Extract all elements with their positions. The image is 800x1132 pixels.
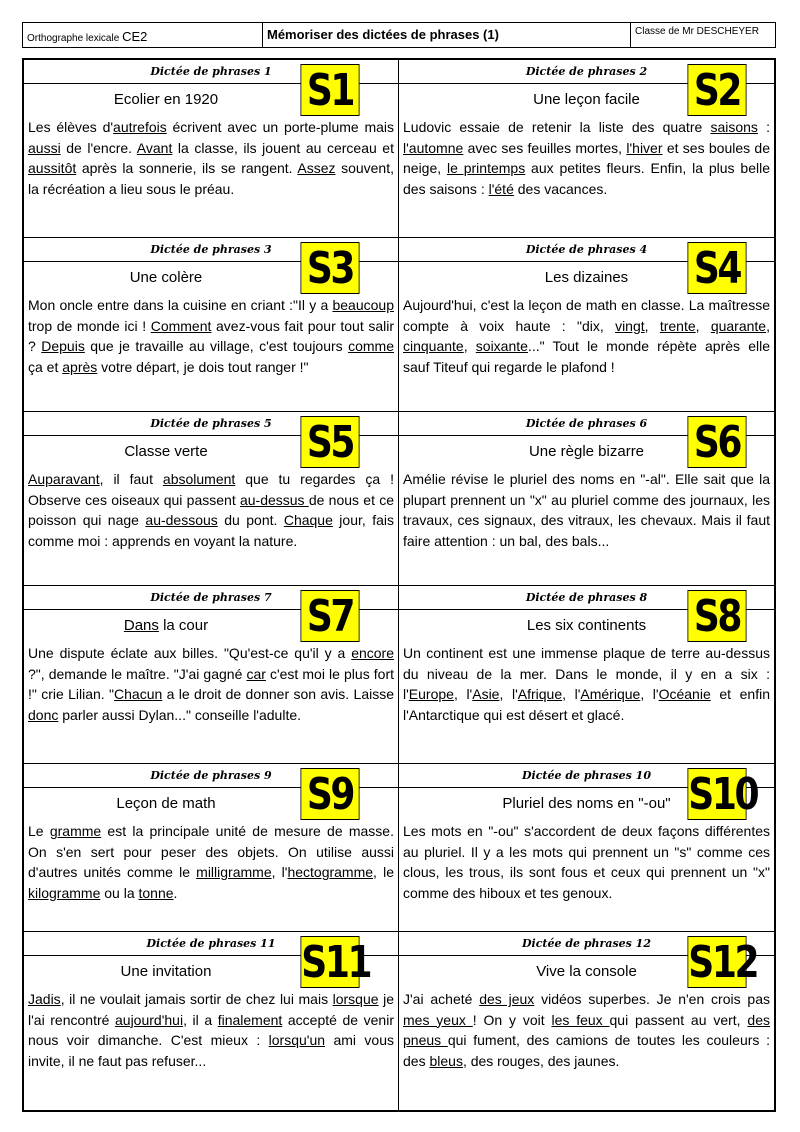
sentence-number-badge: S1 (300, 64, 359, 116)
underlined-word: hectogramme (287, 864, 374, 880)
underlined-word: car (246, 665, 266, 682)
text-fragment: Mon oncle entre dans la cuisine en criant :"Il y a (28, 297, 333, 313)
dictation-heading: Dictée de phrases 2 (399, 60, 774, 84)
dictation-cell (399, 764, 774, 932)
sentence-number-badge: S11 (301, 937, 371, 988)
dictation-heading: Dictée de phrases 6 (399, 412, 774, 436)
text-fragment: , l' (562, 686, 581, 702)
sentence-number-badge: S6 (687, 416, 746, 468)
underlined-word: kilogramme (28, 884, 101, 901)
underlined-word: Europe (408, 686, 454, 702)
dictation-title: Leçon de math (116, 795, 216, 812)
dictation-heading: Dictée de phrases 9 (24, 764, 398, 788)
underlined-word: lorsqu'un (268, 1032, 326, 1048)
text-fragment: c'est moi le plus fort !" crie Lilian. " (28, 665, 394, 702)
dictation-cell (24, 764, 399, 932)
underlined-word: quarante (710, 317, 767, 334)
underlined-word: Comment (150, 317, 212, 334)
text-fragment: , (644, 317, 660, 334)
dictation-title: Pluriel des noms en "-ou" (502, 795, 671, 812)
text-fragment: , (766, 317, 770, 334)
text-fragment: et enfin l'Antarctique qui est désert et glacé. (403, 686, 770, 723)
sentence-number-badge: S9 (300, 768, 359, 820)
underlined-word: bleus (429, 1052, 463, 1069)
dictation-title: Une colère (129, 269, 203, 286)
underlined-word: Asie (472, 686, 500, 702)
text-fragment: Un continent est une immense plaque de terre au-dessus du niveau de la mer. Dans le monde, il y en a six : l' (403, 645, 770, 702)
dictation-heading: Dictée de phrases 1 (24, 60, 398, 84)
text-fragment: souvent, la récréation a lieu sous le préau. (28, 160, 394, 197)
dictation-text (399, 462, 774, 551)
sentence-number-badge: S4 (687, 242, 746, 294)
text-fragment: ou la (100, 884, 139, 901)
text-fragment: parler aussi Dylan..." conseille l'adulte. (58, 706, 302, 723)
dictation-title: Ecolier en 1920 (113, 91, 219, 108)
underlined-word: beaucoup (332, 297, 394, 313)
underlined-word: le printemps (446, 160, 526, 176)
underlined-word: aujourd'hui (115, 1011, 184, 1028)
dictation-heading: Dictée de phrases 12 (399, 932, 774, 956)
text-fragment: je l'ai rencontré (28, 991, 394, 1028)
page-header (22, 22, 776, 48)
dictation-text (399, 636, 774, 725)
dictation-title: Les six continents (526, 617, 647, 634)
sentence-number-badge: S10 (688, 769, 758, 820)
underlined-word: Auparavant (28, 471, 100, 487)
underlined-word: absolument (162, 471, 236, 487)
underlined-word: Chacun (114, 686, 163, 702)
underlined-word: milligramme (196, 864, 272, 880)
text-fragment: a le droit de donner son avis. Laisse (162, 686, 395, 702)
underlined-word: l'hiver (626, 139, 663, 156)
dictation-grid (22, 58, 776, 1112)
text-fragment: ?", demande le maître. "J'ai gagné (28, 665, 247, 682)
text-fragment: ça et (28, 358, 63, 375)
text-fragment: , des rouges, des jaunes. (462, 1052, 620, 1069)
underlined-word: saisons (710, 119, 758, 135)
sentence-number-badge: S5 (300, 416, 359, 468)
underlined-word: au-dessus (239, 491, 309, 508)
text-fragment: jour, fais comme moi : apprends en voyant la nature. (28, 512, 394, 549)
underlined-word: Chaque (283, 512, 333, 528)
text-fragment: avec ses feuilles mortes, (463, 139, 627, 156)
underlined-word: Océanie (658, 686, 711, 702)
dictation-title: Les dizaines (544, 269, 629, 286)
text-fragment: Amélie révise le pluriel des noms en "-al". Elle sait que la plupart prennent un "x" au pluriel comme des journaux, les travaux, ces signaux, des vitraux, les chevaux. Mais il faut faire attention : un bal, des bals... (403, 471, 770, 549)
text-fragment: , il ne voulait jamais sortir de chez lui mais (60, 991, 333, 1007)
dictation-cell (399, 60, 774, 238)
underlined-word: finalement (217, 1011, 283, 1028)
text-fragment: : (757, 119, 770, 135)
underlined-word: après (62, 358, 98, 375)
text-fragment: , le (373, 864, 394, 880)
underlined-word: vingt (615, 317, 645, 334)
text-fragment: , l' (499, 686, 518, 702)
sentence-number-badge: S12 (688, 937, 758, 988)
level-label: CE2 (122, 29, 148, 44)
dictation-title: Une règle bizarre (528, 443, 645, 460)
dictation-cell (24, 932, 399, 1110)
dictation-text (399, 814, 774, 903)
text-fragment: que je travaille au village, c'est toujours (84, 338, 349, 354)
underlined-word: Assez (297, 160, 336, 176)
text-fragment: , l' (453, 686, 473, 702)
text-fragment: Le (28, 823, 50, 839)
text-fragment: ..." Tout le monde répète après elle sauf Titeuf qui regarde le plafond ! (403, 338, 770, 375)
dictation-heading: Dictée de phrases 8 (399, 586, 774, 610)
text-fragment: de l'encre. (60, 139, 137, 156)
subject-cell (23, 23, 263, 47)
dictation-text (24, 462, 398, 551)
underlined-word: des jeux (479, 991, 535, 1007)
underlined-word: aussitôt (28, 160, 77, 176)
text-fragment: Les mots en "-ou" s'accordent de deux façons différentes au pluriel. Il y a les mots qui prennent un "s" comme ces clous, les trous, ils sont fous et ceux qui prennent un "x" comme des hiboux et tes genoux. (403, 823, 770, 901)
underlined-word: gramme (49, 823, 102, 839)
text-fragment: Les élèves d' (28, 119, 114, 135)
dictation-cell (399, 932, 774, 1110)
underlined-word: Jadis (28, 991, 61, 1007)
dictation-heading: Dictée de phrases 5 (24, 412, 398, 436)
sentence-number-badge: S8 (687, 590, 746, 642)
dictation-heading: Dictée de phrases 10 (399, 764, 774, 788)
text-fragment: vidéos superbes. Je n'en crois pas (534, 991, 770, 1007)
dictation-text (24, 110, 398, 199)
text-fragment: accepté de venir nous voir dimanche. C'est mieux : (28, 1011, 394, 1048)
underlined-word: encore (351, 645, 394, 661)
dictation-heading: Dictée de phrases 11 (24, 932, 398, 956)
underlined-word: Depuis (41, 338, 85, 354)
dictation-cell (24, 238, 399, 412)
text-fragment: Une dispute éclate aux billes. "Qu'est-ce qu'il y a (28, 645, 352, 661)
text-fragment: ! On y voit (472, 1011, 552, 1028)
subject-label: Orthographe lexicale (27, 33, 120, 44)
underlined-word: l'automne (403, 139, 464, 156)
dictation-cell (399, 586, 774, 764)
underlined-word: donc (28, 706, 59, 723)
dictation-cell (24, 60, 399, 238)
dictation-text (24, 288, 398, 377)
underlined-word: les feux (551, 1011, 610, 1028)
underlined-word: Amérique (580, 686, 641, 702)
underlined-word: autrefois (113, 119, 167, 135)
text-fragment: J'ai acheté (403, 991, 480, 1007)
text-fragment: la cour (158, 617, 209, 634)
teacher-label: Classe de Mr DESCHEYER (635, 26, 759, 37)
underlined-word: trente (659, 317, 696, 334)
underlined-word: soixante (475, 338, 528, 354)
text-fragment: . (173, 884, 178, 901)
text-fragment: Ludovic essaie de retenir la liste des quatre (403, 119, 711, 135)
text-fragment: , l' (640, 686, 659, 702)
underlined-word: aussi (28, 139, 61, 156)
underlined-word: Avant (136, 139, 173, 156)
dictation-cell (399, 238, 774, 412)
text-fragment: et ses boules de neige, (403, 139, 770, 176)
underlined-word: mes yeux (403, 1011, 473, 1028)
dictation-text (24, 636, 398, 725)
sentence-number-badge: S3 (300, 242, 359, 294)
sentence-number-badge: S2 (687, 64, 746, 116)
dictation-cell (24, 412, 399, 586)
text-fragment: , (695, 317, 711, 334)
underlined-word: cinquante (403, 338, 464, 354)
dictation-title: Vive la console (536, 963, 637, 980)
underlined-word: des pneus (403, 1011, 770, 1048)
dictation-text (24, 982, 398, 1071)
text-fragment: votre départ, je dois tout ranger !" (97, 358, 309, 375)
text-fragment: la classe, ils jouent au cerceau et (172, 139, 394, 156)
page-title: Mémoriser des dictées de phrases (1) (263, 23, 631, 47)
text-fragment: du pont. (217, 512, 284, 528)
underlined-word: lorsque (332, 991, 379, 1007)
dictation-cell (24, 586, 399, 764)
text-fragment: de nous et ce poisson qui nage (28, 491, 394, 528)
underlined-word: au-dessous (145, 512, 218, 528)
dictation-text (399, 110, 774, 199)
dictation-heading: Dictée de phrases 3 (24, 238, 398, 262)
text-fragment: ami vous invite, il ne faut pas refuser... (28, 1032, 394, 1069)
text-fragment: , l' (271, 864, 288, 880)
text-fragment: aux petites fleurs. Enfin, la plus belle des saisons : (403, 160, 770, 197)
underlined-word: l'été (488, 180, 514, 197)
text-fragment: après la sonnerie, ils se rangent. (76, 160, 298, 176)
underlined-word: Afrique (517, 686, 563, 702)
sentence-number-badge: S7 (300, 590, 359, 642)
dictation-text (24, 814, 398, 903)
underlined-word: comme (348, 338, 395, 354)
text-fragment: trop de monde ici ! (28, 317, 151, 334)
dictation-heading: Dictée de phrases 7 (24, 586, 398, 610)
text-fragment: , il a (183, 1011, 218, 1028)
text-fragment: qui passent au vert, (609, 1011, 748, 1028)
dictation-title: Une leçon facile (533, 91, 640, 108)
text-fragment: des vacances. (513, 180, 608, 197)
text-fragment: , il faut (99, 471, 163, 487)
dictation-text (399, 982, 774, 1071)
text-fragment: avez-vous fait pour tout salir ? (28, 317, 394, 354)
dictation-heading: Dictée de phrases 4 (399, 238, 774, 262)
dictation-title: Classe verte (124, 443, 208, 460)
dictation-title: Une invitation (120, 963, 212, 980)
text-fragment: Aujourd'hui, c'est la leçon de math en classe. La maîtresse compte à voix haute : "dix, (403, 297, 770, 334)
dictation-text (399, 288, 774, 377)
underlined-word: Dans (123, 617, 159, 634)
dictation-cell (399, 412, 774, 586)
text-fragment: qui fument, des camions de toutes les couleurs : des (403, 1032, 770, 1069)
text-fragment: écrivent avec un porte-plume mais (166, 119, 395, 135)
text-fragment: , (463, 338, 476, 354)
text-fragment: que tu regardes ça ! Observe ces oiseaux qui passent (28, 471, 394, 508)
text-fragment: est la principale unité de mesure de masse. On s'en sert pour peser des objets. On utilise aussi d'autres unités comme le (28, 823, 394, 880)
underlined-word: tonne (138, 884, 174, 901)
